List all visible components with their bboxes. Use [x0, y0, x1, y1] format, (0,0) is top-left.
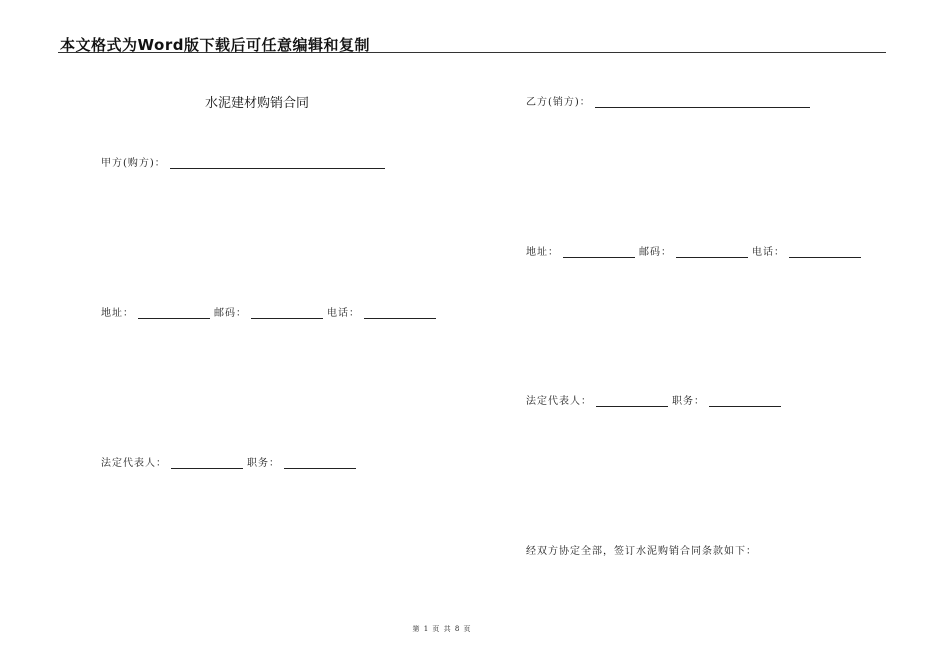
party-b-rep-line — [526, 392, 785, 407]
rep-blank[interactable] — [596, 396, 668, 407]
duty-blank[interactable] — [709, 396, 781, 407]
agreement-intro — [526, 542, 757, 557]
address-label: 地址： — [526, 247, 559, 258]
party-a-rep-line — [101, 454, 360, 469]
party-b-label: 乙方(销方)： — [526, 97, 591, 108]
duty-blank[interactable] — [284, 458, 356, 469]
party-a-line — [101, 154, 389, 169]
address-blank[interactable] — [563, 247, 635, 258]
phone-blank[interactable] — [364, 308, 436, 319]
duty-label: 职务： — [672, 396, 705, 407]
contract-title: 水泥建材购销合同 — [205, 96, 310, 111]
rep-label: 法定代表人： — [526, 396, 592, 407]
phone-blank[interactable] — [789, 247, 861, 258]
zip-label: 邮码： — [639, 247, 672, 258]
phone-label: 电话： — [327, 308, 360, 319]
address-blank[interactable] — [138, 308, 210, 319]
agreement-text: 经双方协定全部，签订水泥购销合同条款如下： — [526, 546, 757, 557]
header-divider — [58, 52, 886, 53]
party-b-address-line — [526, 243, 865, 258]
zip-blank[interactable] — [676, 247, 748, 258]
page-number: 第 1 页 共 8 页 — [412, 625, 472, 633]
address-label: 地址： — [101, 308, 134, 319]
rep-label: 法定代表人： — [101, 458, 167, 469]
zip-blank[interactable] — [251, 308, 323, 319]
page-header: 本文格式为Word版下载后可任意编辑和复制 — [60, 36, 370, 54]
party-a-blank[interactable] — [170, 158, 385, 169]
duty-label: 职务： — [247, 458, 280, 469]
party-b-line — [526, 93, 814, 108]
party-b-blank[interactable] — [595, 97, 810, 108]
zip-label: 邮码： — [214, 308, 247, 319]
party-a-label: 甲方(购方)： — [101, 158, 166, 169]
rep-blank[interactable] — [171, 458, 243, 469]
phone-label: 电话： — [752, 247, 785, 258]
party-a-address-line — [101, 304, 440, 319]
